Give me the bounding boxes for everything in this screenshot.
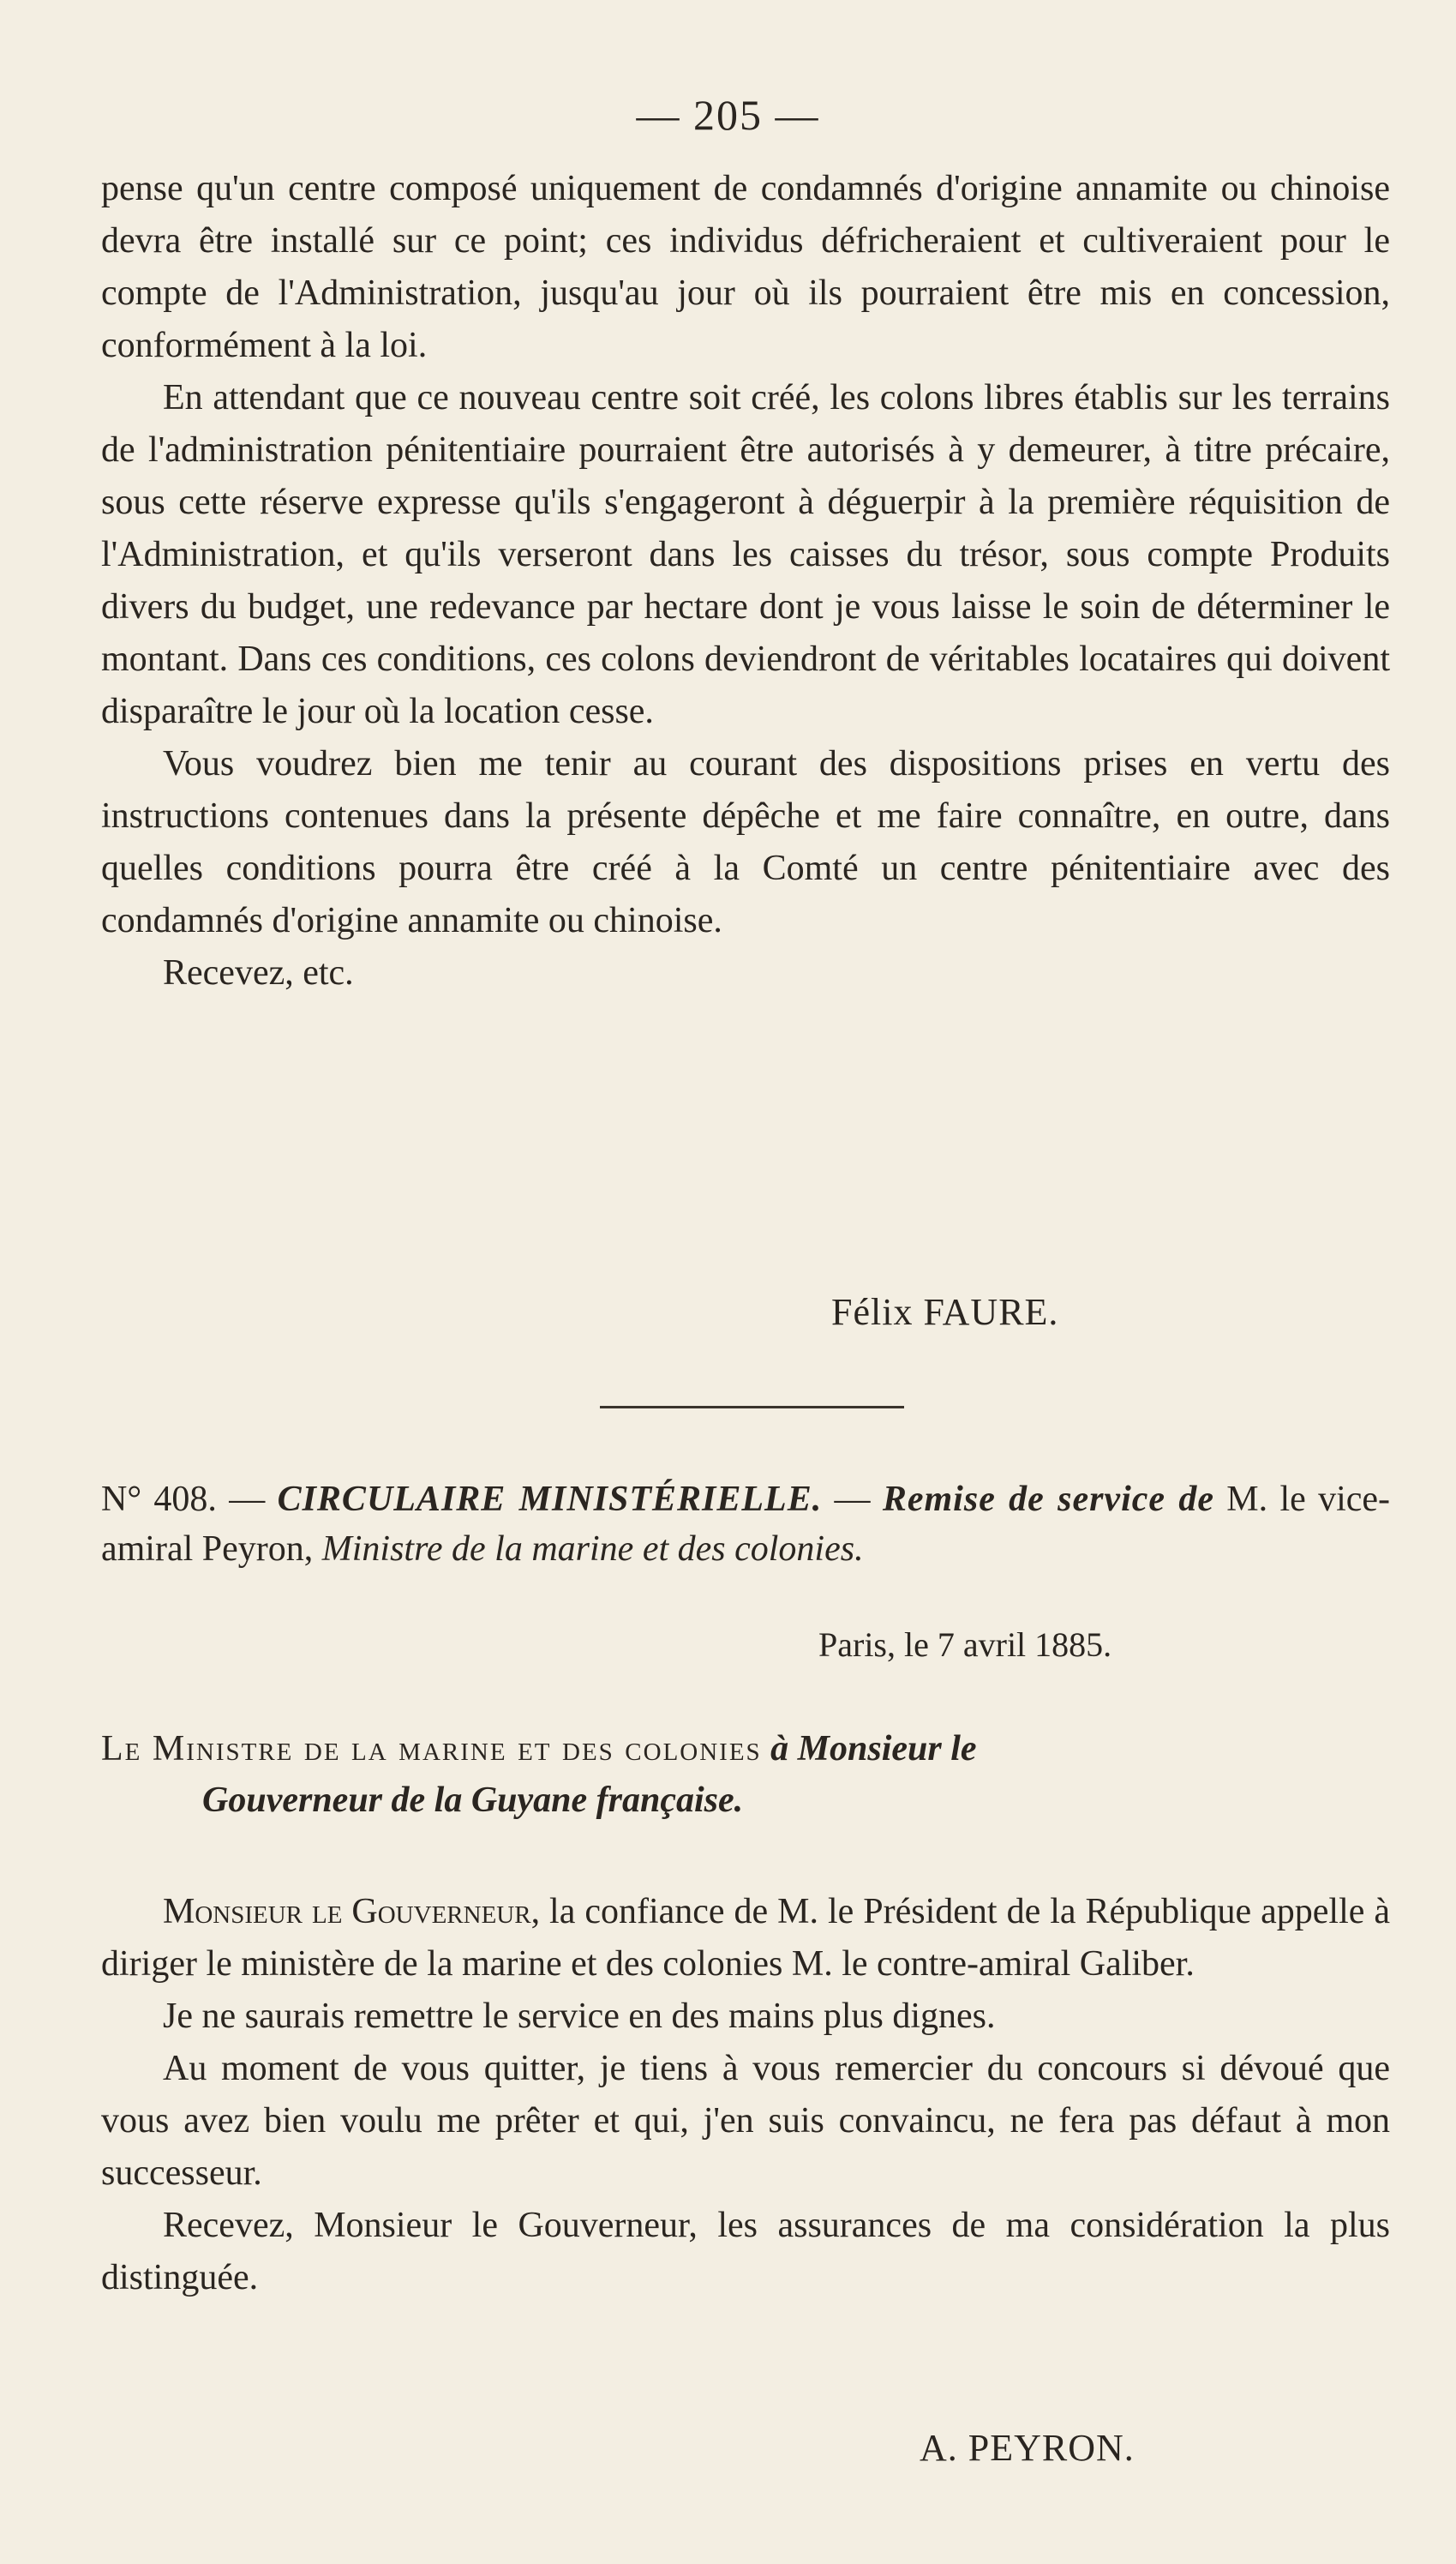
letter-body-peyron: [101, 1886, 1390, 2304]
separator: —: [216, 1480, 278, 1519]
paragraph-text: la confiance de M. le Président de la République appelle à diriger le ministère de la marine et des colonies M. le contre-amiral Galiber.: [101, 1892, 1390, 1984]
address-from: Le Ministre de la marine et des colonies: [101, 1729, 762, 1768]
paragraph: Au moment de vous quitter, je tiens à vous remercier du concours si dévoué que vous avez bien voulu me prêter et qui, j'en suis convaincu, ne fera pas défaut à mon successeur.: [101, 2049, 1390, 2193]
circular-number: N° 408.: [101, 1480, 217, 1519]
circular-type: CIRCULAIRE MINISTÉRIELLE.: [277, 1480, 823, 1519]
paragraph: Je ne saurais remettre le service en des mains plus dignes.: [163, 1997, 996, 2036]
paragraph: [101, 1886, 1390, 1991]
paragraph: pense qu'un centre composé uniquement de condamnés d'origine annamite ou chinoise devra être installé sur ce point; ces individus défricheraient et cultiveraient pour le compte de l'Administration, jusqu'au jour où ils pourraient être mis en concession, conformément à la loi.: [101, 169, 1390, 365]
closing-line: Recevez, etc.: [163, 953, 354, 993]
address-to-line1: Monsieur le: [797, 1729, 977, 1768]
address-line-1: [101, 1723, 1390, 1774]
date-line: Paris, le 7 avril 1885.: [818, 1625, 1112, 1664]
address-block: [101, 1723, 1390, 1826]
separator: —: [822, 1480, 883, 1519]
address-to-line2: Gouverneur de la Guyane française.: [202, 1780, 744, 1820]
circular-subject-a: Remise de service de: [882, 1480, 1214, 1519]
letter-body-faure: [101, 163, 1390, 1000]
salutation: Monsieur le Gouverneur,: [163, 1892, 541, 1931]
signature-peyron: A. PEYRON.: [920, 2427, 1135, 2469]
paragraph: Vous voudrez bien me tenir au courant des dispositions prises en vertu des instructions contenues dans la présente dépêche et me faire connaître, en outre, dans quelles conditions pourra être créé à la Comté un centre pénitentiaire avec des condamnés d'origine annamite ou chinoise.: [101, 744, 1390, 940]
signature-faure: Félix FAURE.: [831, 1291, 1059, 1333]
address-to-prefix: à: [761, 1729, 798, 1768]
section-divider: [600, 1406, 904, 1408]
circular-subject-b: M. le vice-amiral Peyron,: [101, 1480, 1391, 1569]
paragraph: En attendant que ce nouveau centre soit créé, les colons libres établis sur les terrains de l'administration pénitentiaire pourraient être autorisés à y demeurer, à titre précaire, sous cette réserve expresse qu'ils s'engageront à déguerpir à la première réquisition de l'Administration, et qu'ils verseront dans les caisses du trésor, sous compte Produits divers du budget, une redevance par hectare dont je vous laisse le soin de déterminer le montant. Dans ces conditions, ces colons deviendront de véritables locataires qui doivent disparaître le jour où la location cesse.: [101, 378, 1390, 731]
circular-heading: [101, 1474, 1390, 1574]
circular-subject-c: Ministre de la marine et des colonies.: [321, 1529, 864, 1569]
page-number: — 205 —: [636, 91, 820, 139]
paragraph: Recevez, Monsieur le Gouverneur, les assurances de ma considération la plus distinguée.: [101, 2206, 1390, 2297]
